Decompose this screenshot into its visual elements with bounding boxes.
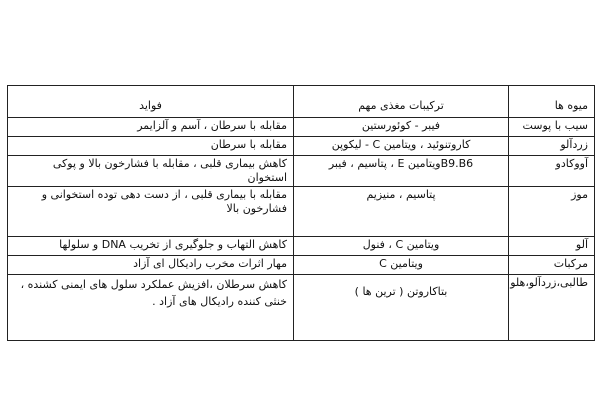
benefits-cell: مقابله با سرطان xyxy=(8,137,294,156)
nutrients-cell: کاروتنوئید ، ویتامین C - لیکوپن xyxy=(294,137,509,156)
fruit-cell: آووکادو xyxy=(509,156,595,187)
nutrients-cell: B9.B6ویتامین E ، پتاسیم ، فیبر xyxy=(294,156,509,187)
header-benefits: فواید xyxy=(8,86,294,118)
table-row xyxy=(8,137,595,156)
fruit-cell: طالبی،زردآلو،هلو xyxy=(509,275,595,341)
table-row xyxy=(8,275,595,341)
benefits-cell: مهار اثرات مخرب رادیکال ای آزاد xyxy=(8,256,294,275)
table-row xyxy=(8,237,595,256)
nutrients-cell: پتاسیم ، منیزیم xyxy=(294,187,509,237)
table-row xyxy=(8,256,595,275)
nutrients-cell: فیبر - کوئورستین xyxy=(294,118,509,137)
fruit-cell: زردآلو xyxy=(509,137,595,156)
table-header-row xyxy=(8,86,595,118)
fruit-nutrition-table xyxy=(7,85,595,341)
table-row xyxy=(8,187,595,237)
fruit-cell: سیب با پوست xyxy=(509,118,595,137)
nutrients-cell: ویتامین C ، فنول xyxy=(294,237,509,256)
table-row xyxy=(8,118,595,137)
benefits-cell: مقابله با بیماری قلبی ، از دست دهی توده استخوانی و فشارخون بالا xyxy=(8,187,294,237)
benefits-cell: مقابله با سرطان ، آسم و آلزایمر xyxy=(8,118,294,137)
header-fruits: میوه ها xyxy=(509,86,595,118)
header-nutrients: ترکیبات مغذی مهم xyxy=(294,86,509,118)
nutrients-cell: بتاکاروتن ( ترین ها ) xyxy=(294,275,509,341)
fruit-cell: آلو xyxy=(509,237,595,256)
benefits-cell: کاهش التهاب و جلوگیری از تخریب DNA و سلولها xyxy=(8,237,294,256)
fruit-cell: موز xyxy=(509,187,595,237)
fruit-cell: مرکبات xyxy=(509,256,595,275)
benefits-cell: کاهش بیماری قلبی ، مقابله با فشارخون بالا و پوکی استخوان xyxy=(8,156,294,187)
table-row xyxy=(8,156,595,187)
benefits-cell: کاهش سرطلان ،افزیش عملکرد سلول های ایمنی کشنده ، خنثی کننده رادیکال های آزاد . xyxy=(8,275,294,341)
nutrients-cell: ویتامین C xyxy=(294,256,509,275)
